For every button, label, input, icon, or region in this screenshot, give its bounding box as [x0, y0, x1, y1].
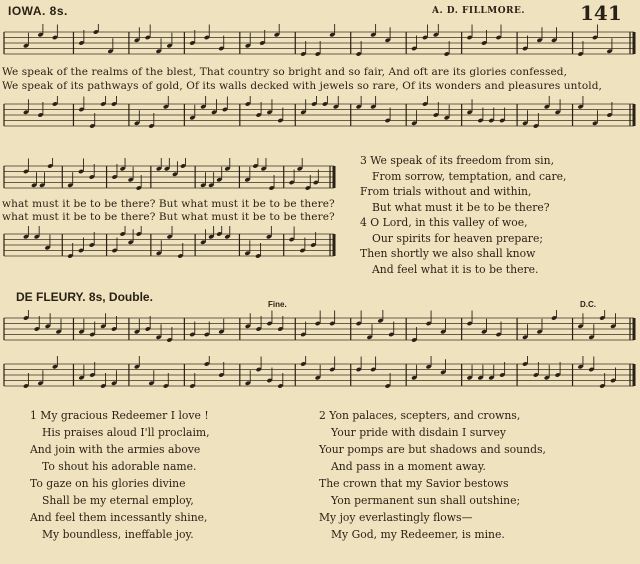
verse-line: But what must it be to be there?: [372, 200, 550, 214]
verse-line: 1 My gracious Redeemer I love !: [30, 409, 209, 422]
verse-line: And feel them incessantly shine,: [30, 511, 208, 524]
verse-line: 2 Yon palaces, scepters, and crowns,: [319, 409, 521, 422]
verse-line: To gaze on his glories divine: [30, 477, 186, 490]
verse-line: Then shortly we also shall know: [360, 247, 536, 260]
fine-mark: Fine.: [268, 300, 287, 309]
verse-line: My joy everlastingly flows—: [319, 511, 473, 524]
verse-line: To shout his adorable name.: [42, 460, 197, 473]
staff-iowa-bottom: [0, 96, 640, 136]
verse-line: His praises aloud I'll proclaim,: [42, 426, 210, 439]
verse-line: And feel what it is to be there.: [372, 262, 539, 276]
verse-line: 4 O Lord, in this valley of woe,: [360, 216, 528, 229]
verse-line: 3 We speak of its freedom from sin,: [360, 154, 555, 167]
stanza-3: [360, 153, 566, 215]
staff-iowa-top: [0, 24, 640, 64]
staff-refrain-top: [0, 158, 340, 198]
verse-line: From sorrow, temptation, and care,: [372, 169, 567, 183]
lyric-line-1: We speak of the realms of the blest, That country so bright and so fair, And oft are its glories confessed,: [2, 66, 568, 78]
verse-line: Your pride with disdain I survey: [331, 426, 506, 439]
verse-line: My God, my Redeemer, is mine.: [331, 528, 505, 541]
verse-line: From trials without and within,: [360, 185, 532, 198]
verse-line: Your pomps are but shadows and sounds,: [319, 443, 546, 456]
stanza-4: [360, 215, 543, 277]
refrain-line-2: what must it be to be there? But what must it be to be there?: [2, 211, 335, 223]
staff-de-fleury-bottom: [0, 356, 640, 396]
page-number: 141: [580, 1, 622, 25]
verse-line: And join with the armies above: [30, 443, 201, 456]
staff-de-fleury-top: [0, 310, 640, 350]
verse-line: And pass in a moment away.: [331, 460, 486, 473]
verse-line: Shall be my eternal employ,: [42, 494, 194, 507]
tune-title-iowa: IOWA. 8s.: [8, 4, 68, 18]
stanza-de-fleury-1: [30, 407, 210, 543]
dc-mark: D.C.: [580, 300, 596, 309]
composer-name: A. D. FILLMORE.: [432, 6, 526, 16]
refrain-line-1: what must it be to be there? But what must it be to be there?: [2, 198, 335, 210]
verse-line: Our spirits for heaven prepare;: [372, 231, 543, 245]
staff-refrain-bottom: [0, 226, 340, 266]
verse-line: Yon permanent sun shall outshine;: [331, 494, 521, 507]
verse-line: The crown that my Savior bestows: [319, 477, 509, 490]
stanza-de-fleury-2: [319, 407, 546, 543]
tune-title-de-fleury: DE FLEURY. 8s, Double.: [16, 290, 153, 304]
verse-line: My boundless, ineffable joy.: [42, 528, 194, 541]
lyric-line-2: We speak of its pathways of gold, Of its walls decked with jewels so rare, Of its wonders and pleasures untold,: [2, 80, 602, 92]
